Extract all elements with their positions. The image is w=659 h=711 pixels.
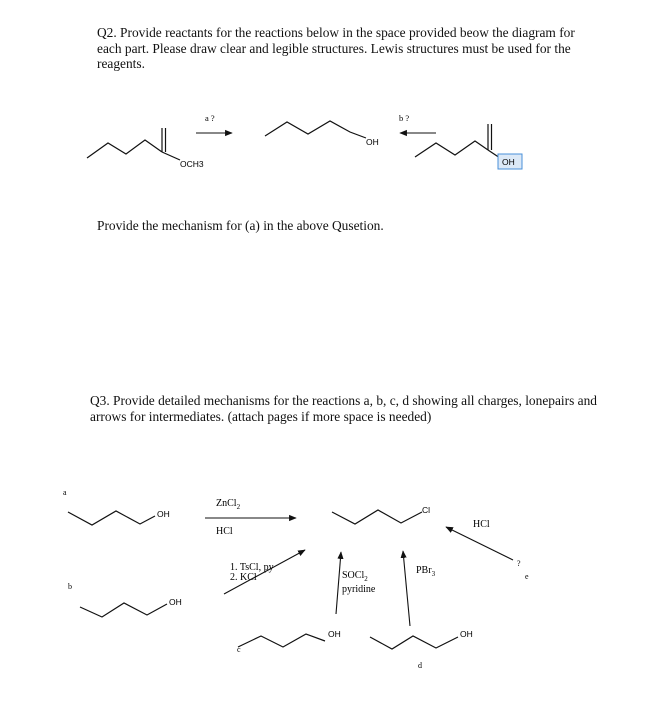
alcohol-d-structure xyxy=(370,636,458,649)
reagent-pbr3: PBr$_3$ xyxy=(416,565,436,578)
alcohol-b-oh-label: OH xyxy=(169,597,182,607)
arrow-d-pbr3 xyxy=(403,551,410,626)
alcohol-structure xyxy=(265,121,366,138)
arrow-c-socl2 xyxy=(336,552,341,614)
alcohol-c-oh-label: OH xyxy=(328,629,341,639)
alcohol-d-oh-label: OH xyxy=(460,629,473,639)
reagent-kcl-step2: 2. KCl xyxy=(230,572,257,583)
reagent-hcl-a: HCl xyxy=(216,526,233,537)
arrow-b-label: b ? xyxy=(399,113,410,123)
row-d-label: d xyxy=(418,661,422,670)
row-e-label: e xyxy=(525,572,529,581)
reagent-hcl-e: HCl xyxy=(473,519,490,530)
question-2-text: Q2. Provide reactants for the reactions below in the space provided beow the diagram for each part. Please draw clear and legible structures. Lewis structures must be used for the reagents. xyxy=(97,25,575,71)
alkyl-chloride-structure xyxy=(332,510,422,524)
reagent-tscl-step1: 1. TsCl, py xyxy=(230,562,274,573)
row-c-label: c xyxy=(237,645,241,654)
acid-oh-label: OH xyxy=(502,157,515,167)
row-a-label: a xyxy=(63,488,67,497)
alkyl-chloride-cl-label: Cl xyxy=(422,505,431,515)
alcohol-b-structure xyxy=(80,603,167,617)
question-3-text: Q3. Provide detailed mechanisms for the reactions a, b, c, d showing all charges, lonepairs and arrows for intermediates. (attach pages if more space is needed) xyxy=(90,393,597,424)
alcohol-oh-label: OH xyxy=(366,137,379,147)
arrow-a-label: a ? xyxy=(205,113,215,123)
ester-methoxy-label: OCH3 xyxy=(180,159,204,169)
row-b-label: b xyxy=(68,582,72,591)
alcohol-a-structure xyxy=(68,511,155,525)
methyl-ester-structure xyxy=(87,128,180,160)
alcohol-c-structure xyxy=(238,634,325,647)
question-mark-e: ? xyxy=(517,559,521,568)
mechanism-prompt: Provide the mechanism for (a) in the above Qusetion. xyxy=(97,218,384,233)
reagent-socl2: SOCl$_2$ xyxy=(342,570,368,583)
alcohol-a-oh-label: OH xyxy=(157,509,170,519)
carboxylic-acid-structure xyxy=(415,124,500,158)
arrow-e-hcl xyxy=(446,527,513,560)
reagent-zncl2: ZnCl$_2$ xyxy=(216,498,241,511)
reagent-pyridine: pyridine xyxy=(342,584,376,595)
